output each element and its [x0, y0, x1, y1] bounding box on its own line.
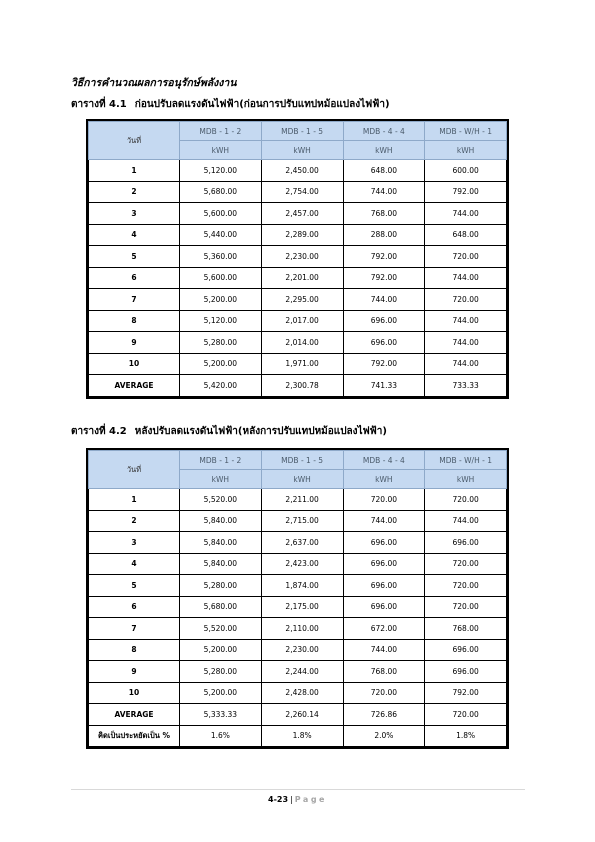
table2-cell: 5,333.33: [180, 704, 262, 726]
table2-after-adjustment: [88, 450, 507, 747]
section-heading: วิธีการคำนวณผลการอนุรักษ์พลังงาน: [71, 77, 237, 89]
table1-caption: [71, 97, 390, 112]
table2-row-label: 1: [89, 489, 180, 511]
table1-row-label: 7: [89, 289, 180, 311]
table2-body: [89, 489, 507, 747]
table1-cell: 792.00: [343, 353, 425, 375]
table1-cell: 5,680.00: [180, 181, 262, 203]
table1-cell: 2,289.00: [261, 224, 343, 246]
table2-row: [89, 682, 507, 704]
table2-row-label: 7: [89, 618, 180, 640]
table2-cell: 5,280.00: [180, 661, 262, 683]
table2-row-label: คิดเป็นประหยัดเป็น %: [89, 725, 180, 747]
table2-cell: 2,715.00: [261, 510, 343, 532]
table1-cell: 2,017.00: [261, 310, 343, 332]
table2-cell: 5,840.00: [180, 553, 262, 575]
table1-row-label: 2: [89, 181, 180, 203]
table2-cell: 5,280.00: [180, 575, 262, 597]
table2-cell: 696.00: [343, 532, 425, 554]
table2-col-header: MDB - W/H - 1: [425, 451, 507, 470]
table2-row: [89, 575, 507, 597]
table1-row-label: 1: [89, 160, 180, 182]
table1-row: [89, 289, 507, 311]
table2-row-label: 9: [89, 661, 180, 683]
table2-cell: 2,244.00: [261, 661, 343, 683]
table2-row-label: 5: [89, 575, 180, 597]
table1-row: [89, 267, 507, 289]
table1-row: [89, 224, 507, 246]
table2-row: [89, 661, 507, 683]
table1-col-header: MDB - W/H - 1: [425, 122, 507, 141]
table1-cell: 720.00: [425, 246, 507, 268]
table1-row: [89, 203, 507, 225]
table1-unit-header: kWH: [343, 141, 425, 160]
table1-cell: 5,120.00: [180, 160, 262, 182]
table2-col-header: MDB - 4 - 4: [343, 451, 425, 470]
table1-cell: 696.00: [343, 310, 425, 332]
table1-row: [89, 310, 507, 332]
table2-cell: 5,840.00: [180, 510, 262, 532]
table2-cell: 696.00: [343, 575, 425, 597]
table1-unit-header: kWH: [425, 141, 507, 160]
table2-unit-header: kWH: [343, 470, 425, 489]
table1-cell: 648.00: [343, 160, 425, 182]
table1-cell: 5,280.00: [180, 332, 262, 354]
table1-unit-header: kWH: [261, 141, 343, 160]
table1-cell: 5,600.00: [180, 267, 262, 289]
table2-cell: 2,423.00: [261, 553, 343, 575]
table1-cell: 5,420.00: [180, 375, 262, 397]
table2-row: [89, 704, 507, 726]
table1-cell: 2,295.00: [261, 289, 343, 311]
table1-cell: 2,201.00: [261, 267, 343, 289]
table2-cell: 5,680.00: [180, 596, 262, 618]
table2-unit-header: kWH: [261, 470, 343, 489]
table2-cell: 2,230.00: [261, 639, 343, 661]
table2-cell: 2.0%: [343, 725, 425, 747]
table1-cell: 5,360.00: [180, 246, 262, 268]
table2-cell: 1.8%: [261, 725, 343, 747]
table1-row-label: 5: [89, 246, 180, 268]
table1-cell: 2,230.00: [261, 246, 343, 268]
table1-cell: 5,440.00: [180, 224, 262, 246]
footer-separator: |: [290, 795, 293, 804]
table1-cell: 744.00: [343, 181, 425, 203]
page-word: Page: [294, 795, 327, 804]
table2-cell: 5,840.00: [180, 532, 262, 554]
table1-row: [89, 160, 507, 182]
table1-row: [89, 375, 507, 397]
table2-cell: 2,260.14: [261, 704, 343, 726]
table1-cell: 792.00: [343, 246, 425, 268]
table1-caption-number: ตารางที่ 4.1: [71, 99, 127, 110]
page-footer: [0, 795, 595, 804]
table2-cell: 5,520.00: [180, 489, 262, 511]
table1-cell: 741.33: [343, 375, 425, 397]
table2-row: [89, 510, 507, 532]
table2-row: [89, 553, 507, 575]
table1-cell: 2,300.78: [261, 375, 343, 397]
table2-cell: 696.00: [425, 661, 507, 683]
table2-row-label: 3: [89, 532, 180, 554]
table1-cell: 792.00: [425, 181, 507, 203]
table1-row: [89, 246, 507, 268]
table1-caption-text: ก่อนปรับลดแรงดันไฟฟ้า(ก่อนการปรับแทปหม้อแปลงไฟฟ้า): [134, 99, 390, 110]
table1-cell: 2,014.00: [261, 332, 343, 354]
table2-row-label: 10: [89, 682, 180, 704]
table2-cell: 720.00: [425, 575, 507, 597]
table1-cell: 288.00: [343, 224, 425, 246]
table1-row: [89, 181, 507, 203]
table1-row-label: 9: [89, 332, 180, 354]
table2-cell: 1.6%: [180, 725, 262, 747]
table2-row: [89, 618, 507, 640]
table1-cell: 720.00: [425, 289, 507, 311]
table1-row-label: 10: [89, 353, 180, 375]
table1-cell: 1,971.00: [261, 353, 343, 375]
table2-cell: 720.00: [343, 682, 425, 704]
table1-cell: 744.00: [425, 310, 507, 332]
table2-cell: 5,200.00: [180, 639, 262, 661]
table1-cell: 744.00: [425, 332, 507, 354]
footer-divider: [71, 789, 525, 790]
table2-row: [89, 725, 507, 747]
table2-cell: 720.00: [425, 704, 507, 726]
table1-cell: 744.00: [425, 353, 507, 375]
table1-cell: 2,457.00: [261, 203, 343, 225]
table1-row-label: 4: [89, 224, 180, 246]
table1-cell: 2,754.00: [261, 181, 343, 203]
page-number: 4-23: [268, 795, 289, 804]
table2-cell: 2,428.00: [261, 682, 343, 704]
table2-col-header: MDB - 1 - 2: [180, 451, 262, 470]
table1-row: [89, 332, 507, 354]
table2-cell: 792.00: [425, 682, 507, 704]
table1-cell: 2,450.00: [261, 160, 343, 182]
table2-cell: 720.00: [425, 553, 507, 575]
table1-day-header: วันที่: [89, 122, 180, 160]
table1-col-header: MDB - 1 - 5: [261, 122, 343, 141]
table2-row-label: AVERAGE: [89, 704, 180, 726]
table2-cell: 1,874.00: [261, 575, 343, 597]
table2-cell: 696.00: [425, 639, 507, 661]
table1-cell: 5,200.00: [180, 289, 262, 311]
table1-unit-header: kWH: [180, 141, 262, 160]
table1-col-header: MDB - 4 - 4: [343, 122, 425, 141]
table2-cell: 768.00: [343, 661, 425, 683]
table2-cell: 2,175.00: [261, 596, 343, 618]
table1-cell: 600.00: [425, 160, 507, 182]
table2-cell: 672.00: [343, 618, 425, 640]
table1-cell: 5,600.00: [180, 203, 262, 225]
table2-cell: 720.00: [425, 489, 507, 511]
table1-row-label: 8: [89, 310, 180, 332]
table1-cell: 5,120.00: [180, 310, 262, 332]
table1-before-adjustment: [88, 121, 507, 397]
table2-col-header: MDB - 1 - 5: [261, 451, 343, 470]
table2-caption-text: หลังปรับลดแรงดันไฟฟ้า(หลังการปรับแทปหม้อแปลงไฟฟ้า): [134, 426, 387, 437]
table2-cell: 726.86: [343, 704, 425, 726]
table1-row-label: 3: [89, 203, 180, 225]
table1-cell: 744.00: [425, 203, 507, 225]
table2-cell: 768.00: [425, 618, 507, 640]
table2-cell: 696.00: [343, 553, 425, 575]
table2-row: [89, 596, 507, 618]
table2-cell: 744.00: [343, 510, 425, 532]
table2-cell: 744.00: [343, 639, 425, 661]
table1-cell: 792.00: [343, 267, 425, 289]
table2-cell: 696.00: [425, 532, 507, 554]
table2-unit-header: kWH: [425, 470, 507, 489]
table2-row-label: 2: [89, 510, 180, 532]
table2-cell: 5,520.00: [180, 618, 262, 640]
table2-unit-header: kWH: [180, 470, 262, 489]
table1-cell: 768.00: [343, 203, 425, 225]
table2-cell: 2,211.00: [261, 489, 343, 511]
table1-cell: 733.33: [425, 375, 507, 397]
table2-day-header: วันที่: [89, 451, 180, 489]
table2-row-label: 6: [89, 596, 180, 618]
table2-cell: 2,637.00: [261, 532, 343, 554]
table1-cell: 648.00: [425, 224, 507, 246]
table1-row-label: 6: [89, 267, 180, 289]
table2-row: [89, 489, 507, 511]
table1-row-label: AVERAGE: [89, 375, 180, 397]
table1-body: [89, 160, 507, 397]
table2-cell: 2,110.00: [261, 618, 343, 640]
table2-row: [89, 639, 507, 661]
table1-col-header: MDB - 1 - 2: [180, 122, 262, 141]
table1-cell: 696.00: [343, 332, 425, 354]
table2-cell: 744.00: [425, 510, 507, 532]
table2-row-label: 8: [89, 639, 180, 661]
table2-cell: 5,200.00: [180, 682, 262, 704]
table1-cell: 744.00: [425, 267, 507, 289]
table1-cell: 744.00: [343, 289, 425, 311]
table1-cell: 5,200.00: [180, 353, 262, 375]
table2-cell: 696.00: [343, 596, 425, 618]
table2-cell: 720.00: [343, 489, 425, 511]
table2-cell: 720.00: [425, 596, 507, 618]
table2-cell: 1.8%: [425, 725, 507, 747]
table2-caption: [71, 424, 387, 439]
table1-row: [89, 353, 507, 375]
table2-row: [89, 532, 507, 554]
table2-row-label: 4: [89, 553, 180, 575]
table2-caption-number: ตารางที่ 4.2: [71, 426, 127, 437]
